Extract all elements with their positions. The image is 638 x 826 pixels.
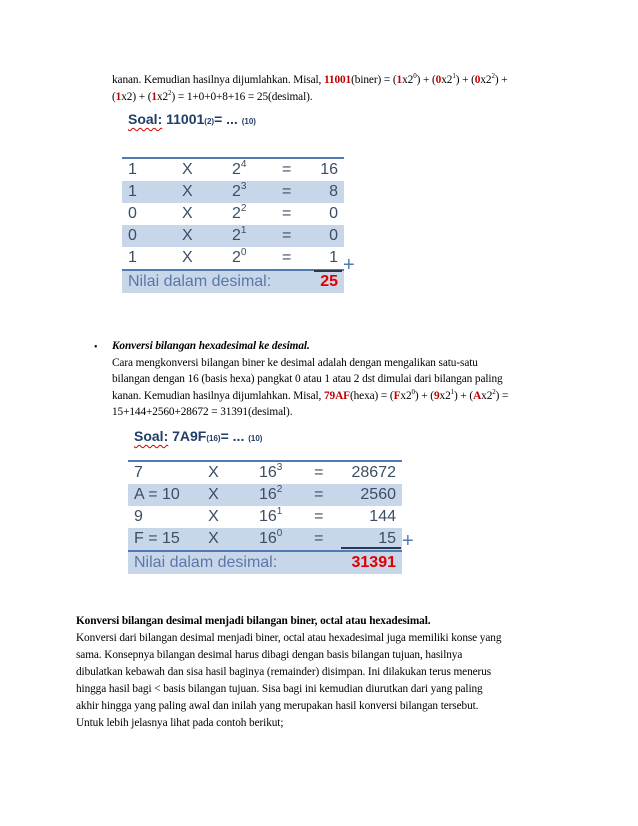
power-cell — [226, 247, 276, 270]
hex-line-4: 15+144+2560+28672 = 31391(desimal). — [112, 406, 293, 418]
times-cell: X — [176, 225, 226, 247]
digit-cell: 0 — [122, 225, 176, 247]
table-row — [122, 247, 344, 270]
result-cell: 16 — [312, 158, 344, 181]
power-exponent: 2 — [240, 203, 247, 214]
result-cell: 8 — [312, 181, 344, 203]
times-cell: X — [202, 506, 253, 528]
power-base: 2 — [232, 161, 241, 178]
power-exponent: 2 — [276, 484, 283, 495]
table-row — [122, 225, 344, 247]
power-exponent: 3 — [276, 462, 283, 473]
digit-cell: 1 — [122, 158, 176, 181]
total-row — [122, 270, 344, 293]
soal-2-heading: Soal: 7A9F(16)= ... (10) — [134, 428, 263, 444]
sum-plus-sign-2: + — [402, 530, 414, 552]
result-cell: 0 — [312, 203, 344, 225]
power-cell — [226, 158, 276, 181]
equals-cell: = — [276, 225, 312, 247]
equals-cell: = — [276, 158, 312, 181]
power-exponent: 4 — [240, 159, 247, 170]
result-cell: 0 — [312, 225, 344, 247]
digit-cell: 1 — [122, 247, 176, 270]
sum-underline-2 — [341, 547, 401, 549]
equals-cell: = — [276, 203, 312, 225]
power-base: 2 — [232, 205, 241, 222]
table-row — [128, 506, 402, 528]
binary-conversion-table — [122, 157, 344, 293]
power-base: 2 — [232, 227, 241, 244]
result-cell: 2560 — [345, 484, 402, 506]
sum-plus-sign: + — [343, 254, 355, 276]
table-row — [122, 158, 344, 181]
equals-cell: = — [276, 181, 312, 203]
power-base: 16 — [258, 530, 277, 547]
soal-1-heading: Soal: 11001(2)= ... (10) — [128, 111, 256, 127]
times-cell: X — [202, 461, 253, 484]
equals-cell: = — [308, 484, 345, 506]
hex-line-1: Cara mengkonversi bilangan biner ke desimal adalah dengan mengalikan satu-satu — [112, 357, 478, 369]
power-base: 2 — [232, 183, 241, 200]
hex-line-3: kanan. Kemudian hasilnya dijumlahkan. Misal, 79AF(hexa) = $(Fx2^0) + (9x2^1) + (Ax2^2)$ = — [112, 388, 509, 402]
power-cell — [253, 461, 308, 484]
total-value: 25 — [312, 270, 344, 293]
power-cell — [253, 528, 308, 551]
power-cell — [226, 203, 276, 225]
result-cell: 28672 — [345, 461, 402, 484]
hex-line-2: bilangan dengan 16 (basis hexa) pangkat 0 atau 1 atau 2 dst dimulai dari bilangan paling — [112, 373, 503, 385]
dec-line-0: Konversi dari bilangan desimal menjadi biner, octal atau hexadesimal juga memiliki konse yang — [76, 632, 502, 644]
digit-cell: 1 — [122, 181, 176, 203]
power-base: 2 — [232, 249, 241, 266]
power-exponent: 1 — [240, 225, 247, 236]
power-exponent: 0 — [240, 247, 247, 258]
equals-cell: = — [276, 247, 312, 270]
power-cell — [253, 506, 308, 528]
equals-cell: = — [308, 528, 345, 551]
power-exponent: 1 — [276, 506, 283, 517]
table-row — [122, 203, 344, 225]
equals-cell: = — [308, 506, 345, 528]
dec-line-4: akhir hingga yang paling awal dan inilah yang merupakan hasil konversi bilangan tersebut. — [76, 700, 479, 712]
table-row — [122, 181, 344, 203]
times-cell: X — [176, 203, 226, 225]
hex-conversion-table — [128, 460, 402, 574]
result-cell: 15 — [345, 528, 402, 551]
intro-line-2: $(1x2) + (1x2^2) = 1+0+0+8+16$ = 25(desimal). — [112, 89, 313, 103]
total-label: Nilai dalam desimal: — [122, 270, 312, 293]
total-label: Nilai dalam desimal: — [128, 551, 345, 574]
times-cell: X — [176, 158, 226, 181]
result-cell: 1 — [312, 247, 344, 270]
power-base: 16 — [258, 464, 277, 481]
power-cell — [253, 484, 308, 506]
table-row — [128, 484, 402, 506]
table-row — [128, 461, 402, 484]
power-cell — [226, 181, 276, 203]
intro-line-1: kanan. Kemudian hasilnya dijumlahkan. Misal, 11001(biner) = $(1x2^0) + (0x2^1) + (0x2^2)$ + — [112, 72, 508, 86]
dec-line-3: hingga hasil bagi < basis bilangan tujuan. Sisa bagi ini kemudian diurutkan dari yang paling — [76, 683, 483, 695]
dec-line-2: dibulatkan kebawah dan sisa hasil baginya (remainder) disimpan. Ini dilakukan terus menerus — [76, 666, 492, 678]
power-exponent: 3 — [240, 181, 247, 192]
total-value: 31391 — [345, 551, 402, 574]
bullet-dot: • — [94, 342, 98, 353]
power-base: 16 — [258, 508, 277, 525]
digit-cell: A = 10 — [128, 484, 202, 506]
power-cell — [226, 225, 276, 247]
dec-section-title: Konversi bilangan desimal menjadi bilangan biner, octal atau hexadesimal. — [76, 615, 431, 627]
times-cell: X — [176, 181, 226, 203]
power-base: 16 — [258, 486, 277, 503]
digit-cell: F = 15 — [128, 528, 202, 551]
total-row — [128, 551, 402, 574]
digit-cell: 9 — [128, 506, 202, 528]
dec-line-1: sama. Konsepnya bilangan desimal harus dibagi dengan basis bilangan tujuan, hasilnya — [76, 649, 463, 661]
power-exponent: 0 — [276, 528, 283, 539]
equals-cell: = — [308, 461, 345, 484]
result-cell: 144 — [345, 506, 402, 528]
hex-section-title: Konversi bilangan hexadesimal ke desimal. — [112, 340, 310, 352]
times-cell: X — [202, 528, 253, 551]
digit-cell: 7 — [128, 461, 202, 484]
digit-cell: 0 — [122, 203, 176, 225]
times-cell: X — [202, 484, 253, 506]
dec-line-5: Untuk lebih jelasnya lihat pada contoh berikut; — [76, 717, 284, 729]
times-cell: X — [176, 247, 226, 270]
sum-underline — [314, 270, 342, 272]
